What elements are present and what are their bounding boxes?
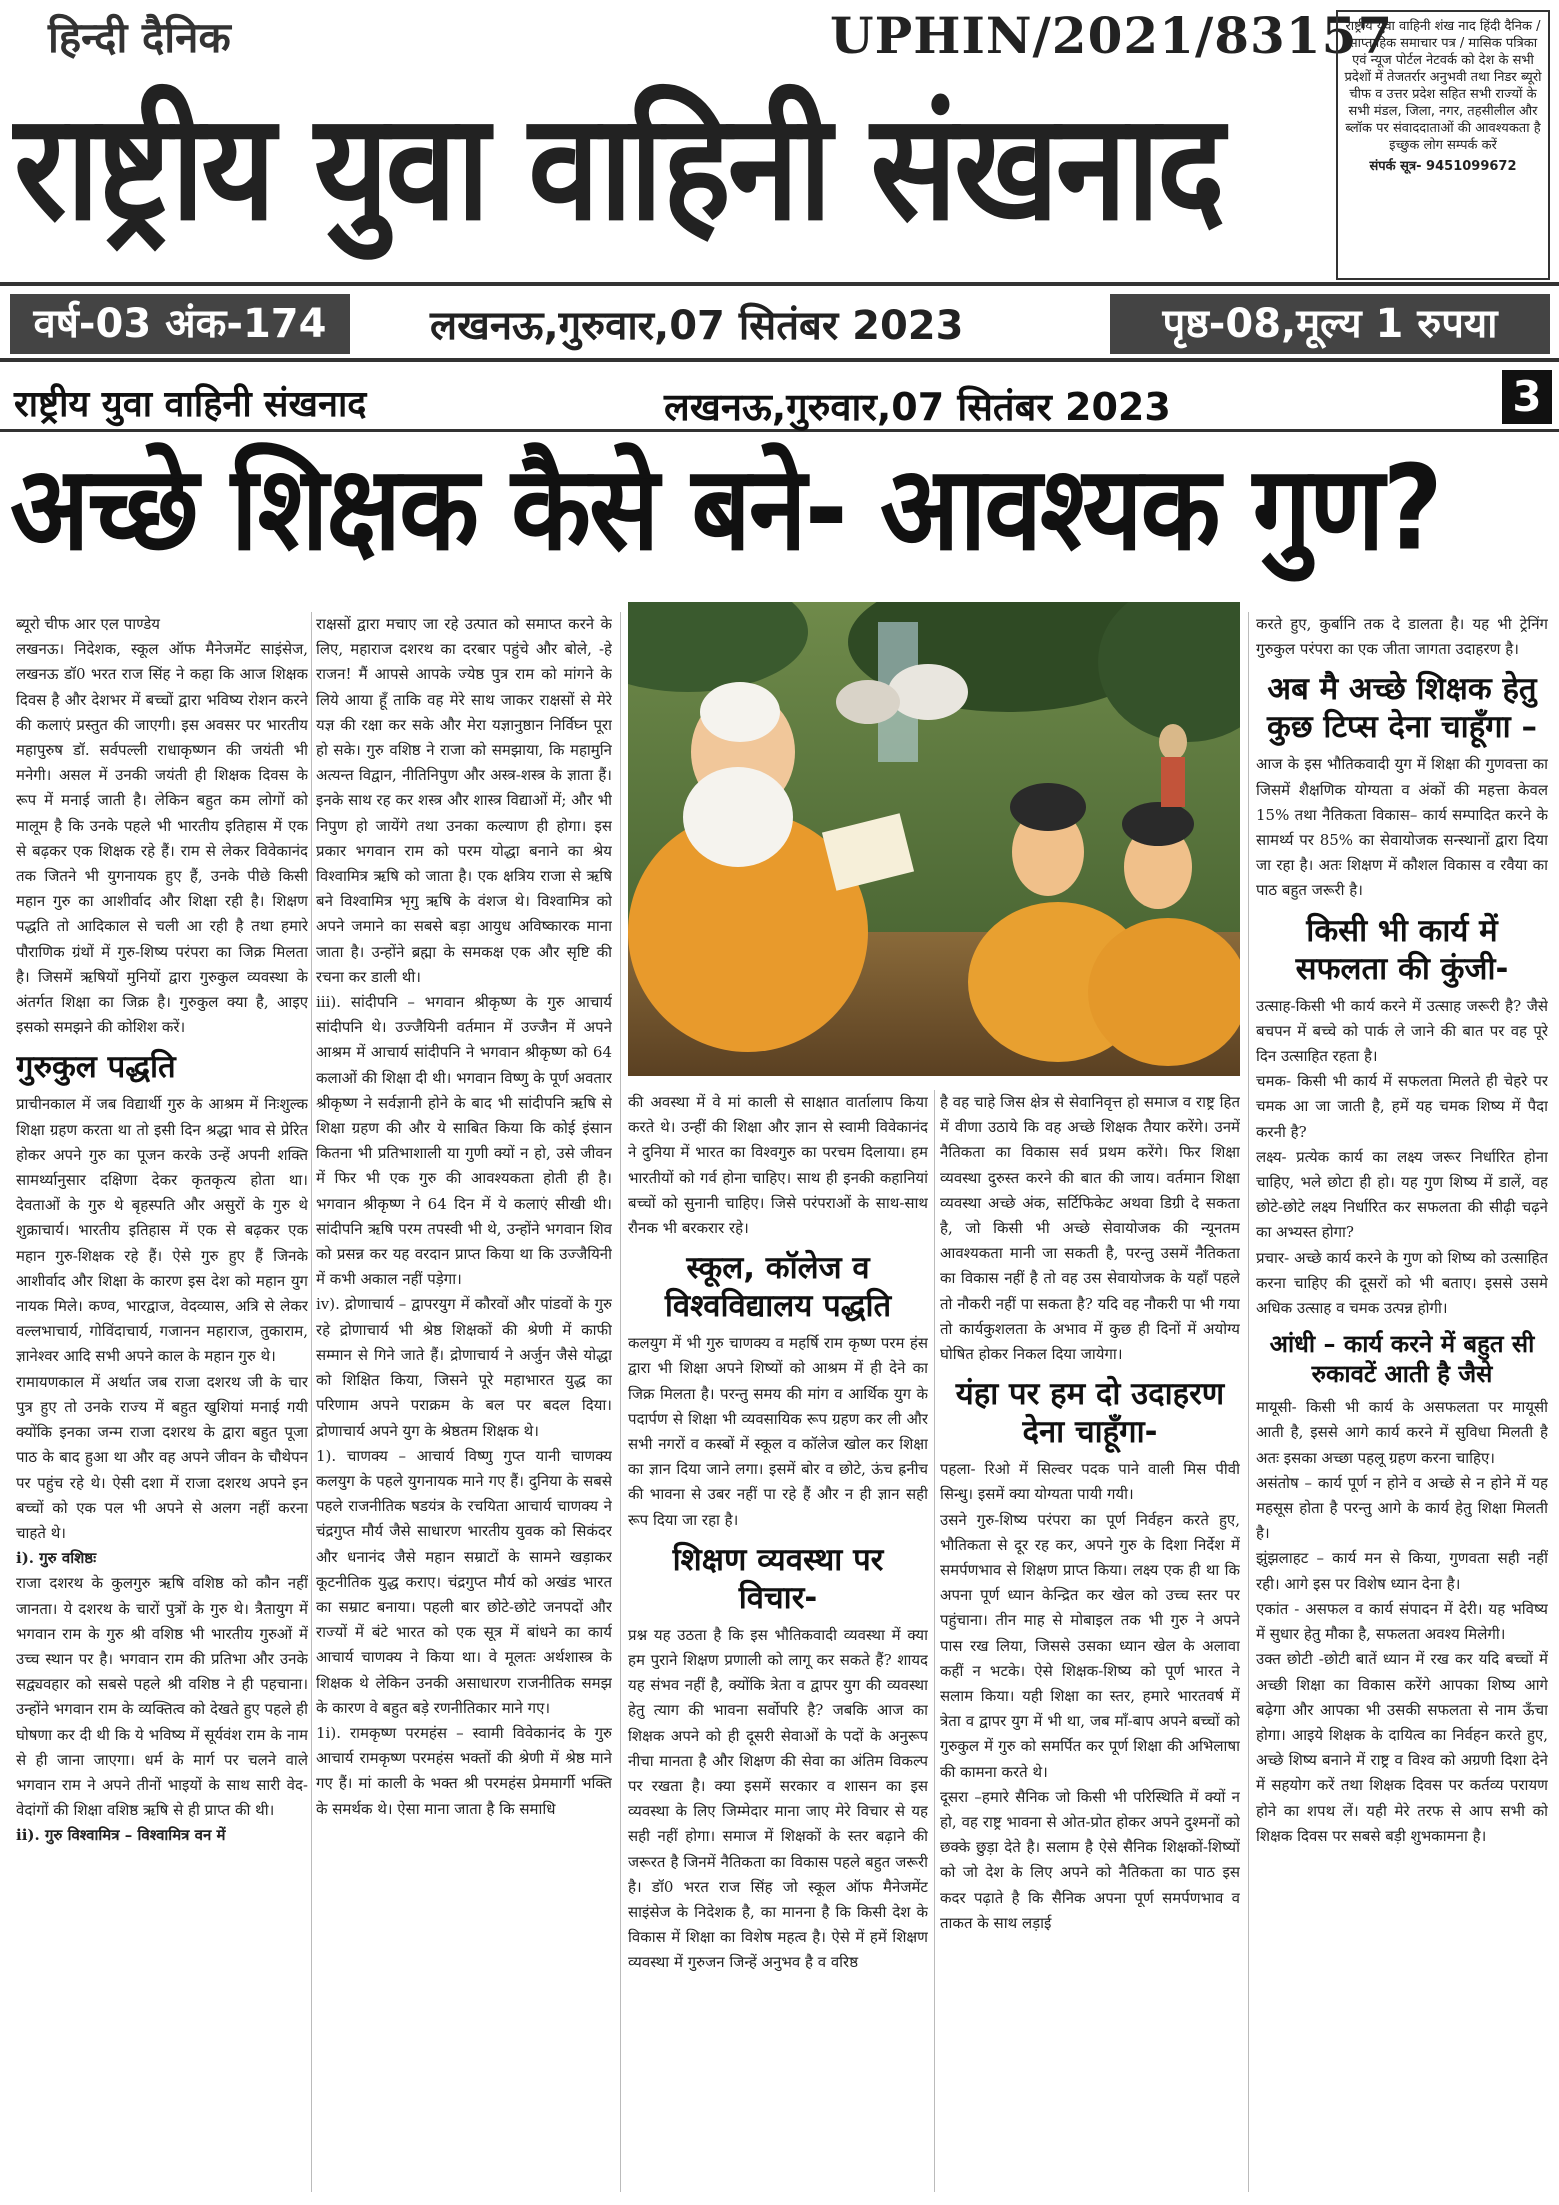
paragraph: रामायणकाल में अर्थात जब राजा दशरथ जी के चार पुत्र हुए तो उनके राज्य में बहुत खुशियां मनाई गयी क्योंकि इनका जन्म राजा दशरथ के द्वारा बहुत पूजा पाठ के बाद हुआ था और वह अपने जीवन के चौथेपन पर पहुंच रहे थे। ऐसी दशा में राजा दशरथ अपने इन बच्चों को एक पल भी अपने से अलग नहीं करना चाहते थे। [16,1372,308,1542]
paragraph: 1). चाणक्य – आचार्य विष्णु गुप्त यानी चाणक्य कलयुग के पहले युगनायक माने गए हैं। दुनिया के सबसे पहले राजनीतिक षडयंत्र के रचयिता आचार्य चाणक्य ने चंद्रगुप्त मौर्य जैसे साधारण भारतीय युवक को सिकंदर और धनानंद जैसे महान सम्राटों के सामने खड़ाकर कूटनीतिक युद्ध कराए। चंद्रगुप्त मौर्य को अखंड भारत का सम्राट बनाया। पहली बार छोटे-छोटे जनपदों और राज्यों में बंटे भारत को एक सूत्र में बांधने का कार्य आचार्य चाणक्य ने किया था। वे मूलतः अर्थशास्त्र के शिक्षक थे लेकिन उनकी असाधारण राजनीतिक समझ के कारण वे बहुत बड़े रणनीतिकार माने गए। [316,1446,612,1717]
paragraph: लखनऊ। निदेशक, स्कूल ऑफ मैनेजमेंट साइंसेज, लखनऊ डॉ0 भरत राज सिंह ने कहा कि आज शिक्षक दिवस है और देशभर में बच्चों द्वारा भविष्य रोशन करने की कलाएं प्रस्तुत की जाएगी। इस अवसर पर भारतीय महापुरुष डॉ. सर्वपल्ली राधाकृष्णन की जयंती भी मनेगी। असल में उनकी जयंती ही शिक्षक दिवस के रूप में मनाई जाती है। लेकिन बहुत कम लोगों को मालूम है कि उनके पहले भी भारतीय इतिहास में एक से बढ़कर एक शिक्षक रहे हैं। राम से लेकर विवेकानंद तक जितने भी युगनायक हुए हैं, उनके पीछे किसी महान गुरु का आशीर्वाद और शिक्षा रही है। शिक्षण पद्धति तो आदिकाल से चली आ रही है तथा हमारे पौराणिक ग्रंथों में गुरु-शिष्य परंपरा का जिक्र मिलता है। जिसमें ऋषियों मुनियों द्वारा गुरुकुल व्यवस्था के अंतर्गत शिक्षा का जिक्र है। गुरुकुल क्या है, आइए इसको समझने की कोशिश करें। [16,640,308,1037]
paragraph: की अवस्था में वे मां काली से साक्षात वार्तालाप किया करते थे। उन्हीं की शिक्षा और ज्ञान से स्वामी विवेकानंद ने दुनिया में भारत का विश्वगुरु का परचम दिलाया। हम भारतीयों को गर्व होना चाहिए। साथ ही इनकी कहानियां बच्चों को सुनानी चाहिए। जिसे परंपराओं के साथ-साथ रौनक भी बरकरार रहे। [628,1093,928,1238]
paragraph: आज के इस भौतिकवादी युग में शिक्षा की गुणवत्ता का जिसमें शैक्षणिक योग्यता व अंकों की महत्ता केवल 15% तथा नैतिकता विकास– कार्य सम्पादित करने के सामर्थ्य पर 85% का सेवायोजक सन्स्थानों द्वारा दिया जा रहा है। अतः शिक्षण में कौशल विकास व रवैया का पाठ बहुत जरूरी है। [1256,755,1548,900]
subheading: शिक्षण व्यवस्था पर विचार- [672,1541,884,1616]
subheading: आंधी – कार्य करने में बहुत सी रुकावटें आती है जैसे [1269,1330,1535,1389]
issue-info-bar [0,282,1559,362]
registration-number: UPHIN/2021/83157 [830,6,1394,65]
masthead-tagline: हिन्दी दैनिक [48,13,231,62]
paragraph: कलयुग में भी गुरु चाणक्य व महर्षि राम कृष्ण परम हंस द्वारा भी शिक्षा अपने शिष्यों को आश्रम में ही देने का जिक्र मिलता है। परन्तु समय की मांग व आर्थिक युग के पदार्पण से शिक्षा भी व्यवसायिक रूप ग्रहण कर ली और सभी नगरों व कस्बों में स्कूल व कॉलेज खोल कर शिक्षा का ज्ञान दिया जाने लगा। इसमें बोर व छोटे, ऊंच ह्रनीच की भावना से उबर नहीं पा रहे हैं और न ही ज्ञान सही रूप दिया जा रहा है। [628,1334,928,1529]
paragraph: दूसरा –हमारे सैनिक जो किसी भी परिस्थिति में क्यों न हो, वह राष्ट्र भावना से ओत-प्रोत होकर अपने दुश्मनों को छक्के छुड़ा देते है। सलाम है ऐसे सैनिक शिक्षकों-शिष्यों को जो देश के लिए अपने को नैतिकता का पाठ इस कदर पढ़ाते है कि सैनिक अपना पूर्ण समर्पणभाव व ताकत के साथ लड़ाई [940,1787,1240,1932]
paragraph: उत्साह-किसी भी कार्य करने में उत्साह जरूरी है? जैसे बचपन में बच्चे को पार्क ले जाने की बात पर वह पूरे दिन उत्साहित रहता है। [1256,996,1548,1066]
paragraph: iii). सांदीपनि – भगवान श्रीकृष्ण के गुरु आचार्य सांदीपनि थे। उज्जैयिनी वर्तमान में उज्जैन में अपने आश्रम में आचार्य सांदीपनि ने भगवान श्रीकृष्ण को 64 कलाओं की शिक्षा दी थी। भगवान विष्णु के पूर्ण अवतार श्रीकृष्ण ने सर्वज्ञानी होने के बाद भी सांदीपनि ऋषि से शिक्षा ग्रहण की और ये साबित किया कि कोई इंसान कितना भी प्रतिभाशाली या गुणी क्यों न हो, उसे जीवन में फिर भी एक गुरु की आवश्यकता होती ही है। भगवान श्रीकृष्ण ने 64 दिन में ये कलाएं सीखी थी। सांदीपनि ऋषि परम तपस्वी भी थे, उन्होंने भगवान शिव को प्रसन्न कर यह वरदान प्राप्त किया था कि उज्जैयिनी में कभी अकाल नहीं पड़ेगा। [316,993,612,1289]
paragraph: चमक- किसी भी कार्य में सफलता मिलते ही चेहरे पर चमक आ जा जाती है, हमें यह चमक शिष्य में पैदा करनी है? [1256,1072,1548,1141]
paragraph: लक्ष्य- प्रत्येक कार्य का लक्ष्य जरूर निर्धारित होना चाहिए, भले छोटा ही हो। यह गुण शिष्य में डालें, वह छोटे-छोटे लक्ष्य निर्धारित कर सफलता की सीढ़ी चढ़ने का अभ्यस्त होगा? [1256,1147,1548,1242]
masthead [0,0,1559,280]
paragraph: उक्त छोटी -छोटी बातें ध्यान में रख कर यदि बच्चों में अच्छी शिक्षा का विकास करेंगे आपका शिष्य आगे बढ़ेगा और आपका भी उसकी सफलता से नाम ऊँचा होगा। आइये शिक्षक के दायित्व का निर्वहन करते हुए, अच्छे शिष्य बनाने में राष्ट्र व विश्व को अग्रणी दिशा देने में सहयोग करें तथा शिक्षक दिवस पर कर्तव्य परायण होने का शपथ लें। यही मेरे तरफ से आप सभी को शिक्षक दिवस पर सबसे बड़ी शुभकामना है। [1256,1650,1548,1845]
subheading: यंहा पर हम दो उदाहरण देना चाहूँगा- [955,1376,1225,1451]
paragraph: प्रश्न यह उठता है कि इस भौतिकवादी व्यवस्था में क्या हम पुराने शिक्षण प्रणाली को लागू कर सकते हैं? शायद यह संभव नहीं है, क्योंकि त्रेता व द्वापर युग की व्यवस्था हेतु त्याग की भावना सर्वोपरि है? जबकि आज का शिक्षक अपने को ही दूसरी सेवाओं के पदों के अनुरूप नीचा मानता है और शिक्षण की सेवा का अंतिम विकल्प पर रखता है। क्या इसमें सरकार व शासन का इस व्यवस्था के लिए जिम्मेदार माना जाए मेरे विचार से यह सही नहीं होगा। समाज में शिक्षकों के स्तर बढ़ाने की जरूरत है जिनमें नैतिकता का विकास पहले बहुत जरूरी है। डॉ0 भरत राज सिंह जो स्कूल ऑफ मैनेजमेंट साइंसेज के निदेशक है, का मानना है कि किसी देश के विकास में शिक्षा का विशेष महत्व है। ऐसे में हमें शिक्षण व्यवस्था में गुरुजन जिन्हें अनुभव है व वरिष्ठ [628,1625,928,1972]
paragraph: उसने गुरु-शिष्य परंपरा का पूर्ण निर्वहन करते हुए, भौतिकता से दूर रह कर, अपने गुरु के दिशा निर्देश में समर्पणभाव से शिक्षण प्राप्त किया। लक्ष्य एक ही था कि अपना पूर्ण ध्यान केन्द्रित कर खेल को उच्च स्तर पर पहुंचाना। तीन माह से मोबाइल तक भी गुरु ने अपने पास रख लिया, जिससे उसका ध्यान खेल के अलावा कहीं न भटके। ऐसे शिक्षक-शिष्य को पूर्ण भारत ने सलाम किया। यही शिक्षा का स्तर, हमारे भारतवर्ष में त्रेता व द्वापर युग में भी था, जब माँ-बाप अपने बच्चों को गुरुकुल में गुरु को समर्पित कर पूर्ण शिक्षा की अभिलाषा की कामना करते थे। [940,1510,1240,1781]
paragraph: 1i). रामकृष्ण परमहंस – स्वामी विवेकानंद के गुरु आचार्य रामकृष्ण परमहंस भक्तों की श्रेणी में श्रेष्ठ माने गए हैं। मां काली के भक्त श्री परमहंस प्रेममार्गी भक्ति के समर्थक थे। ऐसा माना जाता है कि समाधि [316,1723,612,1818]
article-headline: अच्छे शिक्षक कैसे बने- आवश्यक गुण? [10,439,1441,577]
paragraph: प्रचार- अच्छे कार्य करने के गुण को शिष्य को उत्साहित करना चाहिए की दूसरों को भी बताए। इससे उसमे अधिक उत्साह व चमक उत्पन्न होगी। [1256,1248,1548,1318]
recruitment-notice [1336,10,1550,280]
page-header-name: राष्ट्रीय युवा वाहिनी संखनाद [14,384,367,425]
paragraph: एकांत - असफल व कार्य संपादन में देरी। यह भविष्य में सुधार हेतु मौका है, सफलता अवश्य मिलेगी। [1256,1599,1548,1644]
paragraph: iv). द्रोणाचार्य – द्वापरयुग में कौरवों और पांडवों के गुरु रहे द्रोणाचार्य भी श्रेष्ठ शिक्षकों की श्रेणी में काफी सम्मान से गिने जाते हैं। द्रोणाचार्य ने अर्जुन जैसे योद्धा को शिक्षित किया, जिसने पूरे महाभारत युद्ध का परिणाम अपने पराक्रम के बल पर बदल दिया। द्रोणाचार्य अपने युग के श्रेष्ठतम शिक्षक थे। [316,1295,612,1440]
column-rule [311,612,312,2192]
paragraph: पहला- रिओ में सिल्वर पदक पाने वाली मिस पीवी सिन्धु। इसमें क्या योग्यता पायी गयी। [940,1460,1240,1504]
subheading: स्कूल, कॉलेज व विश्वविद्यालय पद्धति [664,1250,892,1325]
paragraph: प्राचीनकाल में जब विद्यार्थी गुरु के आश्रम में निःशुल्क शिक्षा ग्रहण करता था तो इसी दिन श्रद्धा भाव से प्रेरित होकर अपने गुरु का पूजन करके उन्हें अपनी शक्ति सामर्थ्यानुसार दक्षिणा देकर कृतकृत्य होता था। देवताओं के गुरु थे बृहस्पति और असुरों के गुरु थे शुक्राचार्य। भारतीय इतिहास में एक से बढ़कर एक महान गुरु-शिक्षक रहे हैं। ऐसे गुरु हुए हैं जिनके आशीर्वाद और शिक्षा के कारण इस देश को महान युग नायक मिले। कण्व, भारद्वाज, वेदव्यास, अत्रि से लेकर वल्लभाचार्य, गोविंदाचार्य, गजानन महाराज, तुकाराम, ज्ञानेश्वर आदि सभी अपने काल के महान गुरु थे। [16,1095,308,1366]
column-rule [934,1090,935,2192]
article-column-2 [316,612,612,2192]
paragraph: असंतोष – कार्य पूर्ण न होने व अच्छे से न होने में यह महसूस होता है परन्तु आगे के कार्य हेतु शिक्षा मिलती है। [1256,1473,1548,1543]
subheading: गुरुकुल पद्धति [16,1049,176,1086]
paragraph: मायूसी- किसी भी कार्य के असफलता पर मायूसी आती है, इससे आगे कार्य करने में सुविधा मिलती है अतः इसका अच्छा पहलू ग्रहण करना चाहिए। [1256,1398,1548,1467]
paragraph: करते हुए, कुर्बानि तक दे डालता है। यह भी ट्रेनिंग गुरुकुल परंपरा का एक जीता जागता उदाहरण है। [1256,615,1548,659]
subheading: किसी भी कार्य में सफलता की कुंजी- [1295,912,1509,987]
column-rule [1248,612,1249,2192]
illustration-svg [628,602,1240,1076]
notice-contact: संपर्क सूत्र- 9451099672 [1369,159,1517,174]
paragraph: राजा दशरथ के कुलगुरु ऋषि वशिष्ठ को कौन नहीं जानता। ये दशरथ के चारों पुत्रों के गुरु थे। त्रैतायुग में भगवान राम के गुरु श्री वशिष्ठ भी भारतीय गुरुओं में उच्च स्थान पर है। भगवान राम की प्रतिभा और उनके सद्व्यवहार को सबसे पहले श्री वशिष्ठ ने ही पहचाना। उन्होंने भगवान राम के व्यक्तित्व को देखते हुए पहले ही घोषणा कर दी थी कि ये भविष्य में सूर्यवंश राम के नाम से ही जाना जाएगा। धर्म के मार्ग पर चलने वाले भगवान राम ने अपने तीनों भाइयों के साथ सारी वेद-वेदांगों की शिक्षा वशिष्ठ ऋषि से ही प्राप्त की थी। [16,1574,308,1820]
minor-heading: ii). गुरु विश्वामित्र – विश्वामित्र वन में [16,1826,226,1845]
subheading: अब मै अच्छे शिक्षक हेतु कुछ टिप्स देना चाहूँगा – [1267,671,1537,746]
notice-text: राष्ट्रीय युवा वाहिनी शंख नाद हिंदी दैनिक / साप्ताहिक समाचार पत्र / मासिक पत्रिका एवं न्यूज पोर्टल नेटवर्क को देश के सभी प्रदेशों में तेजतर्रार अनुभवी तथा निडर ब्यूरो चीफ व उत्तर प्रदेश सहित सभी राज्यों के सभी मंडल, जिला, नगर, तहसीलील और ब्लॉक पर संवाददाताओं की आवश्यकता है इच्छुक लोग सम्पर्क करें [1344,19,1542,153]
article-column-1 [16,612,308,2192]
pages-price: पृष्ठ-08,मूल्य 1 रुपया [1110,294,1550,354]
article-column-4 [940,1090,1240,2192]
article-column-3 [628,1090,928,2192]
byline: ब्यूरो चीफ आर एल पाण्डेय [16,615,160,633]
page-header-date: लखनऊ,गुरुवार,07 सितंबर 2023 [664,385,1171,429]
column-rule [620,612,621,2192]
paragraph: है वह चाहे जिस क्षेत्र से सेवानिवृत्त हो समाज व राष्ट्र हित में वीणा उठाये कि वह अच्छे शिक्षक तैयार करेंगे। उनमें नैतिकता का विकास सर्व प्रथम करेंगे। फिर शिक्षा व्यवस्था दुरुस्त करने की बात की जाय। वर्तमान शिक्षा व्यवस्था अच्छे अंक, सर्टिफिकेट अथवा डिग्री दे सकता है, जो किसी भी अच्छे सेवायोजक की न्यूनतम आवश्यकता मानी जा सकती है, परन्तु उसमें नैतिकता का विकास नहीं है तो वह उस सेवायोजक के यहाँ पहले तो नौकरी नहीं पा सकता है? यदि वह नौकरी पा भी गया तो कार्यकुशलता के अभाव में कुछ ही दिनों में अयोग्य घोषित होकर निकल दिया जायेगा। [940,1093,1240,1364]
page-number: 3 [1502,370,1552,424]
article-column-5 [1256,612,1548,2192]
paragraph: राक्षसों द्वारा मचाए जा रहे उत्पात को समाप्त करने के लिए, महाराज दशरथ का दरबार पहुंचे और बोले, -हे राजन! मैं आपसे आपके ज्येष्ठ पुत्र राम को मांगने के लिये आया हूँ ताकि वह मेरे साथ जाकर राक्षसों से मेरे यज्ञ की रक्षा कर सके और मेरा यज्ञानुष्ठान निर्विघ्न पूरा हो सके। गुरु वशिष्ठ ने राजा को समझाया, कि महामुनि अत्यन्त विद्वान, नीतिनिपुण और अस्त्र-शस्त्र के ज्ञाता हैं। इनके साथ रह कर शस्त्र और शास्त्र विद्याओं में; और भी निपुण हो जायेंगे तथा उनका कल्याण ही होगा। इस प्रकार भगवान राम को परम योद्धा बनाने का श्रेय विश्वामित्र ऋषि को जाता है। एक क्षत्रिय राजा से ऋषि बने विश्वामित्र भृगु ऋषि के वंशज थे। विश्वामित्र को अपने जमाने का सबसे बड़ा आयुध अविष्कारक माना जाता है। उन्होंने ब्रह्मा के समकक्ष एक और सृष्टि की रचना कर डाली थी। [316,615,612,986]
page-header [0,366,1559,432]
newspaper-title: राष्ट्रीय युवा वाहिनी संखनाद [14,82,1222,254]
issue-number: वर्ष-03 अंक-174 [10,294,350,354]
paragraph: झुंझलाहट – कार्य मन से किया, गुणवता सही नहीं रही। आगे इस पर विशेष ध्यान देना है। [1256,1549,1548,1593]
issue-date: लखनऊ,गुरुवार,07 सितंबर 2023 [430,303,964,349]
minor-heading: i). गुरु वशिष्ठः [16,1549,97,1568]
sage-teaching-illustration-icon [628,602,1240,1076]
